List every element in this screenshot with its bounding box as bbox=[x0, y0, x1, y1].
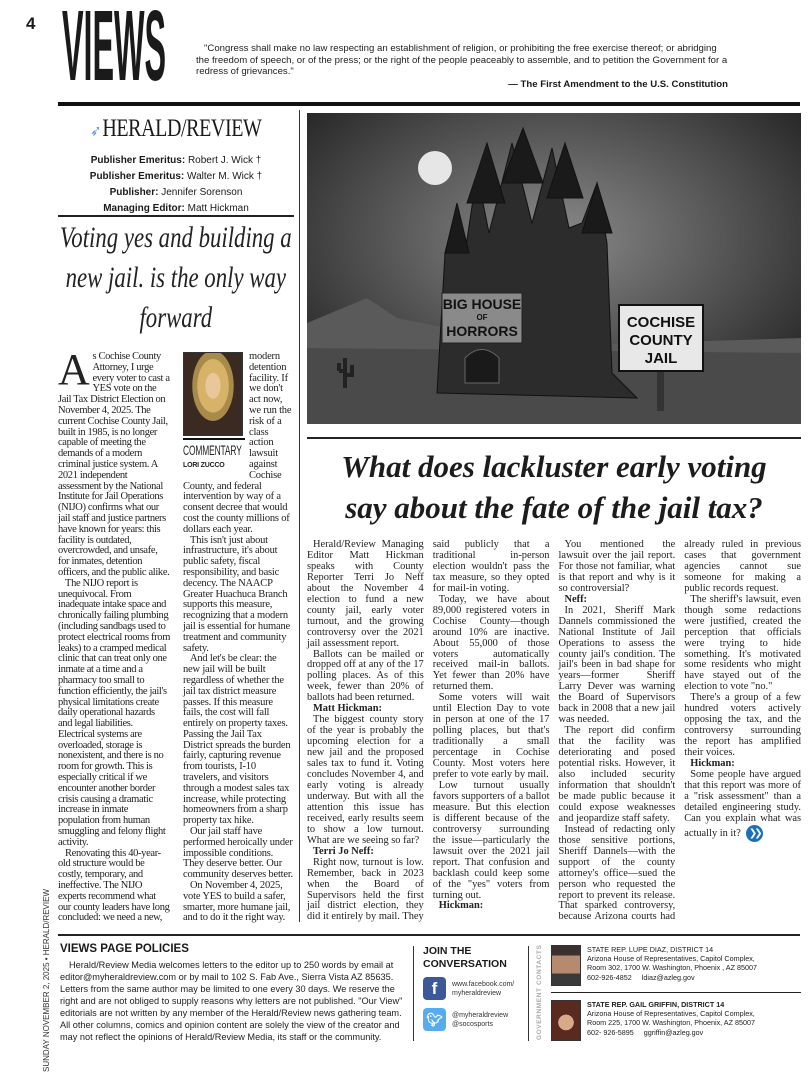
join-title: JOIN THE CONVERSATION bbox=[423, 945, 507, 970]
quote-attribution: — The First Amendment to the U.S. Constitution bbox=[508, 78, 728, 90]
speaker-label: Hickman: bbox=[438, 900, 484, 912]
paragraph: Today, we have about 89,000 registered voters in Cochise County—though around 10% are inactive. About 55,000 of those voters automatically received mail-in ballots. Yet fewer than 20% have returned them. bbox=[432, 593, 550, 693]
paragraph: Our jail staff have performed heroically under impossible conditions. They deserve better. Our community deserves better. bbox=[183, 826, 293, 881]
logo-text: HERALD/REVIEW bbox=[102, 115, 262, 142]
rep-email[interactable]: ldiaz@azleg.gov bbox=[641, 972, 695, 982]
paragraph: Some voters will wait until Election Day to vote in person at one of the 17 polling places, but that's traditionally a small percentage in Cochise County. Most voters here prefer to vote early by mail. bbox=[432, 692, 550, 781]
top-rule bbox=[58, 102, 800, 106]
government-contacts-label: GOVERNMENT CONTACTS bbox=[536, 944, 543, 1040]
paragraph: Low turnout usually favors supporters of a ballot measure. But this election is different because of the controversy surrounding the issue—particularly the lawsuit over the 2021 jail report. That confusion and backlash could keep some of the "yes" voters from turning out. bbox=[432, 779, 550, 901]
paragraph: s Cochise County Attorney, I urge every voter to cast a YES vote on the Jail Tax District Election on November 4, 2025. The current Cochise County Jail, built in 1985, is no longer capable of meeting the demands of a modern criminal justice system. A 2021 independent assessment by the National Institute for Jail Operations (NIJO) confirms what our jail staff and justice partners have known for years: this facility is outdated, overcrowded, and unsafe, for inmates, detention officers, and the public alike. bbox=[58, 351, 170, 578]
speaker-label: Hickman: bbox=[690, 758, 735, 770]
interview-body bbox=[307, 540, 801, 925]
author-byline: LORI ZUCCO bbox=[183, 462, 225, 469]
masthead-quote: "Congress shall make no law respecting an establishment of religion, or prohibiting the free exercise thereof; or abridging the freedom of speech, or of the press; or the right of the people peaceably to assemble, and to petition the Government for a redress of grievances." bbox=[196, 43, 728, 77]
paragraph: Ballots can be mailed or dropped off at any of the 17 polling places. As of this week, fewer than 20% of ballots had been returned. bbox=[307, 648, 424, 704]
paragraph: modern detention facility. If we don't act now, we run the risk of a class action lawsuit against Cochise County, and federal intervention by way of a consent decree that would cost the county millions of dollars each year. bbox=[183, 351, 292, 535]
divider bbox=[413, 946, 414, 1041]
editorial-illustration bbox=[307, 113, 801, 424]
drop-cap: A bbox=[58, 345, 90, 394]
staff-item: Publisher Emeritus: Walter M. Wick † bbox=[89, 171, 263, 182]
jail-sign-line: COUNTY bbox=[629, 332, 693, 349]
divider bbox=[551, 992, 801, 993]
commentary-kicker: COMMENTARY bbox=[183, 442, 242, 458]
divider bbox=[307, 437, 801, 439]
bird-logo-icon: ➶ bbox=[90, 123, 101, 140]
paragraph: And let's be clear: the new jail will be built regardless of whether the jail tax district measure passes. If this measure fails, the cost will fall entirely on property taxes. Passing the Jail Tax District spreads the burden fairly, capturing revenue from tourists, I-10 travelers, and visitors through a modest sales tax increase, while protecting homeowners from a sharp property tax hike. bbox=[183, 653, 291, 827]
author-photo bbox=[183, 352, 243, 436]
jail-sign-line: COCHISE bbox=[626, 314, 696, 331]
castle-sign-line: OF bbox=[476, 313, 488, 322]
staff-list bbox=[58, 153, 294, 217]
rep-contact: STATE REP. GAIL GRIFFIN, DISTRICT 14 Arizona House of Representatives, Capitol Complex, Room 225, 1700 W. Washington, Phoenix, AZ 85007 602- 926-5895 ggriffin@azleg.gov bbox=[551, 1000, 801, 1041]
masthead-block bbox=[58, 110, 294, 217]
paragraph: In 2021, Sheriff Mark Dannels commissioned the National Institute of Jail Operations to assess the county jail's condition. The jail's been in bad shape for years—former Sheriff Larry Dever was warning the Board of Supervisors back in 2008 that a new jail was needed. bbox=[558, 604, 676, 726]
page-number: 4 bbox=[26, 14, 36, 33]
twitter-bird-icon: 🐦︎ bbox=[423, 1008, 446, 1031]
headline-line: say about the fate of the jail tax? bbox=[345, 490, 763, 525]
paragraph: You mentioned the lawsuit over the jail report. For those not familiar, what is that report and why is it so controversial? bbox=[558, 539, 676, 594]
speaker-label: Matt Hickman: bbox=[313, 703, 382, 715]
twitter-link[interactable]: 🐦︎ @myheraldreview @socosports bbox=[423, 1008, 523, 1031]
interview-headline bbox=[307, 446, 801, 528]
commentary-column-1 bbox=[58, 345, 171, 924]
paragraph: Some people have argued that this report was more of a "risk assessment" than a detailed engineering study. Can you explain what was actually in it? ❯❯ bbox=[684, 770, 801, 842]
dateline: SUNDAY NOVEMBER 2, 2025 • HERALD/REVIEW bbox=[42, 888, 51, 1072]
paragraph: The biggest county story of the year is probably the upcoming election for a new jail and the proposed sales tax to fund it. Voting concludes November 4, and early voting is already underway. But with all the attention this issue has received, early results seem to show a low turnout. What are we seeing so far? bbox=[307, 714, 424, 846]
divider bbox=[58, 934, 800, 936]
section-title: VIEWS bbox=[62, 0, 167, 102]
paragraph: Renovating this 40-year-old structure would be costly, temporary, and ineffective. The NIJO experts recommend what our county leaders have long concluded: we need a new, bbox=[58, 847, 170, 924]
speaker-label: Neff: bbox=[564, 593, 587, 605]
commentary-column-2 bbox=[183, 352, 294, 924]
castle-sign-line: HORRORS bbox=[446, 323, 518, 339]
paragraph: Right now, turnout is low. Remember, back in 2023 when the Board of Supervisors held the first jail district election, they did it entirely by mail. They said publicly that a traditional in-person election wouldn't pass the tax measure, so they opted for mail-in voting. bbox=[307, 539, 550, 923]
masthead-quote-block bbox=[196, 43, 728, 91]
staff-item: Publisher: Jennifer Sorenson bbox=[109, 187, 243, 198]
join-conversation-block bbox=[423, 945, 523, 1039]
paragraph: The NIJO report is unequivocal. From inadequate intake space and chronically failing plumbing (including sandbags used to protect electrical rooms from leaks) to a cramped medical clinic that can treat only one inmate at a time and a pharmacy too small to function efficiently, the jail's physical limitations create daily operational hazards and legal liabilities. Electrical systems are overloaded, storage is nonexistent, and there is no room for growth. This is especially critical if we encounter another border crisis causing a dramatic increase in inmate population from human smuggling and felony flight activity. bbox=[58, 577, 171, 848]
castle-sign-line: BIG HOUSE bbox=[442, 296, 522, 312]
paragraph: On November 4, 2025, vote YES to build a safer, smarter, more humane jail, and to do it the right way. bbox=[183, 880, 291, 924]
paragraph: This isn't just about infrastructure, it's about public safety, fiscal responsibility, and basic decency. The NAACP Greater Huachuca Branch supports this measure, recognizing that a modern jail is essential for humane treatment and community safety. bbox=[183, 534, 290, 654]
divider bbox=[58, 215, 294, 217]
rep-photo bbox=[551, 945, 581, 986]
paragraph: There's a group of a few hundred voters actively opposing the tax, and the controversy surrounding the report has amplified their voices. bbox=[684, 692, 801, 759]
rep-photo bbox=[551, 1000, 581, 1041]
double-chevron-right-icon[interactable]: ❯❯ bbox=[746, 825, 763, 842]
staff-item: Managing Editor: Matt Hickman bbox=[103, 203, 249, 214]
paragraph: Instead of redacting only those sensitive portions, Sheriff Dannels—with the support of the county attorney's office—sued the person who requested the report to prevent its release. That sparked controversy, because Arizona courts had already ruled in previous cases that government agencies cannot sue someone for making a public records request. bbox=[558, 539, 801, 923]
paragraph: The sheriff's lawsuit, even though some redactions were justified, created the perception that officials were trying to hide something. It's motivated some residents who might have stayed out of the election to vote "no." bbox=[684, 593, 801, 693]
policies-text: Herald/Review Media welcomes letters to the editor up to 250 words by email at editor@myheraldreview.com or by mail to 102 S. Fab Ave., Sierra Vista AZ 85635. Letters from the same author may be limited to one every 30 days. We reserve the right and are not obliged to supply reasons why letters are not published. "Our View" editorials are not written by any member of the Herald/Review news gathering team. All other columns, comics and opinion content are solely the view of the creator and may not reflect the opinions of Herald/Review Media, its staff or the community. bbox=[60, 960, 403, 1042]
column-divider bbox=[299, 110, 300, 922]
author-block bbox=[183, 352, 245, 471]
facebook-link[interactable]: f www.facebook.com/ myheraldreview bbox=[423, 977, 523, 1000]
commentary-headline: Voting yes and building a new jail. is the only way forward bbox=[59, 221, 292, 334]
herald-review-logo bbox=[58, 114, 294, 147]
jail-sign-line: JAIL bbox=[644, 350, 678, 367]
policies-title: VIEWS PAGE POLICIES bbox=[60, 943, 189, 955]
divider bbox=[528, 946, 529, 1041]
headline-line: What does lackluster early voting bbox=[341, 449, 767, 484]
facebook-icon: f bbox=[423, 977, 446, 1000]
speaker-label: Terri Jo Neff: bbox=[313, 845, 374, 857]
paragraph: Herald/Review Managing Editor Matt Hickman speaks with County Reporter Terri Jo Neff about the November 4 election to fund a new county jail, early voter turnout, and the growing controversy over the 2021 jail assessment report. bbox=[307, 539, 424, 649]
rep-email[interactable]: ggriffin@azleg.gov bbox=[643, 1027, 704, 1037]
staff-item: Publisher Emeritus: Robert J. Wick † bbox=[90, 155, 262, 166]
policies-block bbox=[60, 943, 405, 1043]
rep-contact: STATE REP. LUPE DIAZ, DISTRICT 14 Arizona House of Representatives, Capitol Complex, Room 302, 1700 W. Washington, Phoenix , AZ 85007 602-926-4852 ldiaz@azleg.gov bbox=[551, 945, 801, 986]
paragraph: The report did confirm that the facility was deteriorating and posed potential risks. However, it also included security information that shouldn't be made public because it could expose weaknesses and jeopardize staff safety. bbox=[558, 725, 676, 824]
